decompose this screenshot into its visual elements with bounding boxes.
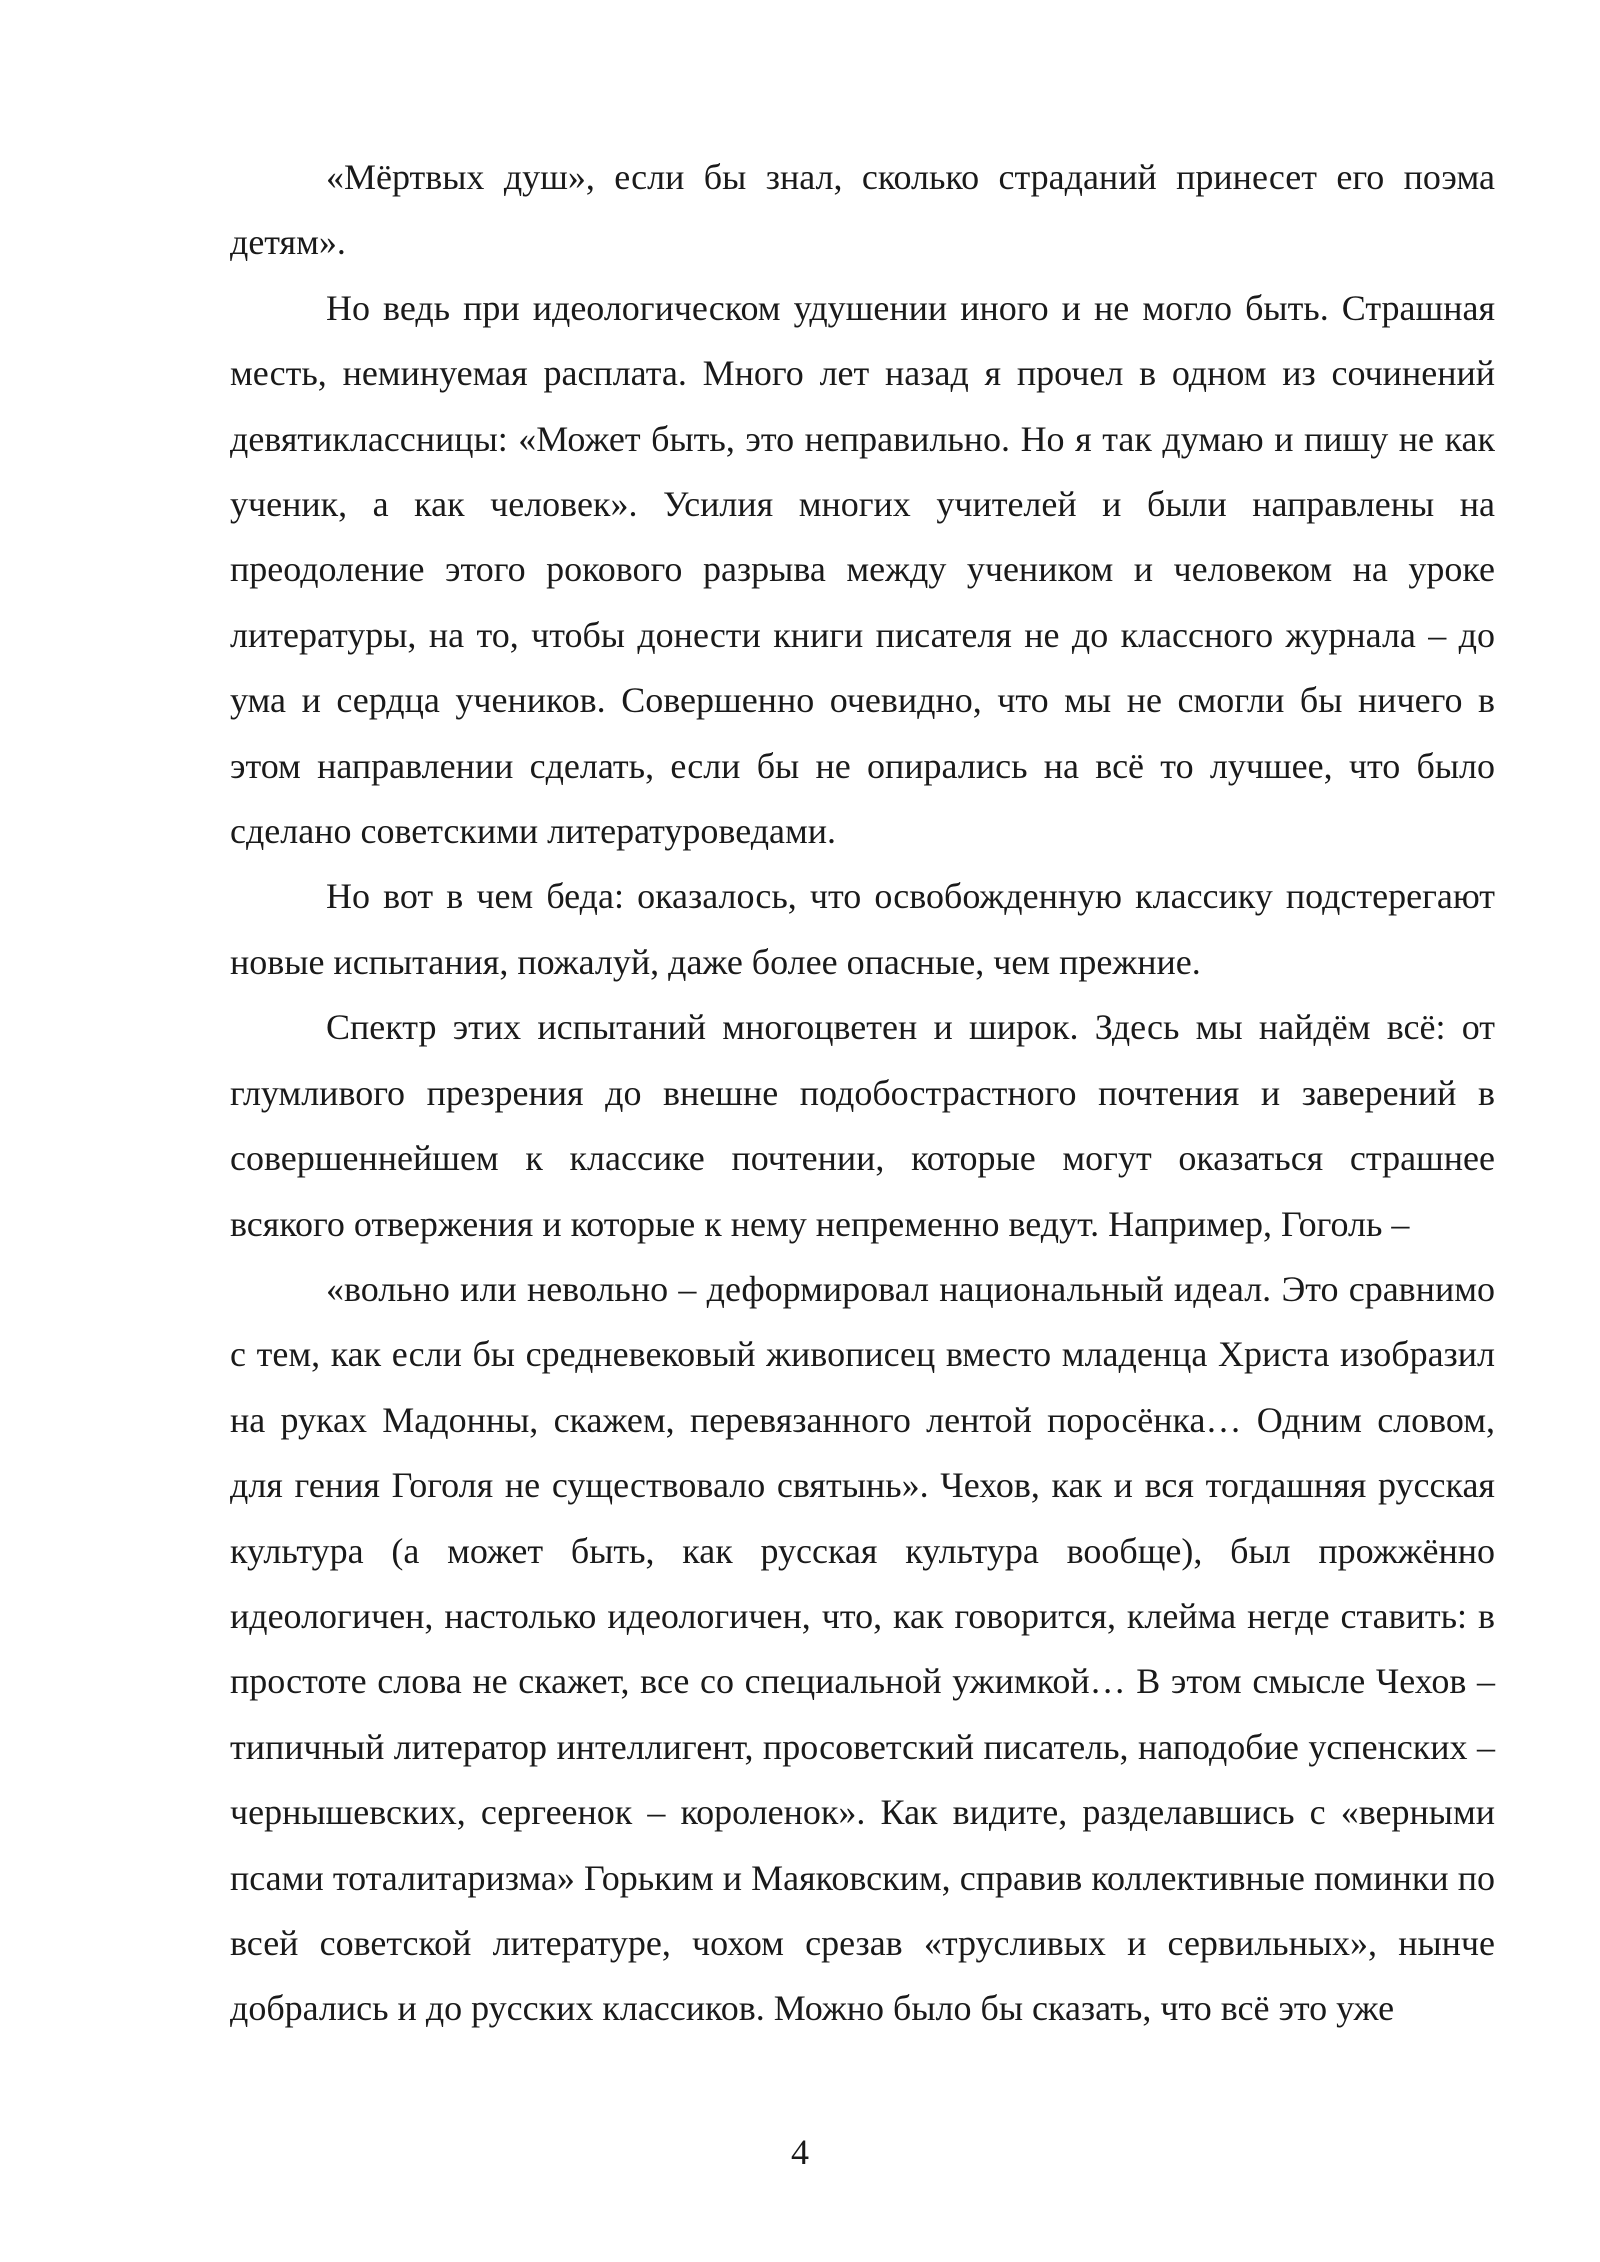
paragraph-1: «Мёртвых душ», если бы знал, сколько страданий принесет его поэма детям». — [230, 157, 1495, 263]
paragraph-3: Но вот в чем беда: оказалось, что освобожденную классику подстерегают новые испытания, пожалуй, даже более опасные, чем прежние. — [230, 876, 1495, 982]
paragraph-4: Спектр этих испытаний многоцветен и широк. Здесь мы найдём всё: от глумливого презрения до внешне подобострастного почтения и заверений в совершеннейшем к классике почтении, которые могут оказаться страшнее всякого отвержения и которые к нему непременно ведут. Например, Гоголь – — [230, 1007, 1495, 1244]
paragraph-2: Но ведь при идеологическом удушении иного и не могло быть. Страшная месть, неминуемая расплата. Много лет назад я прочел в одном из сочинений девятиклассницы: «Может быть, это неправильно. Но я так думаю и пишу не как ученик, а как человек». Усилия многих учителей и были направлены на преодоление этого рокового разрыва между учеником и человеком на уроке литературы, на то, чтобы донести книги писателя не до классного журнала – до ума и сердца учеников. Совершенно очевидно, что мы не смогли бы ничего в этом направлении сделать, если бы не опирались на всё то лучшее, что было сделано советскими литературоведами. — [230, 287, 1495, 852]
paragraph-5: «вольно или невольно – деформировал национальный идеал. Это сравнимо с тем, как если бы средневековый живописец вместо младенца Христа изобразил на руках Мадонны, скажем, перевязанного лентой поросёнка… Одним словом, для гения Гоголя не существовало святынь». Чехов, как и вся тогдашняя русская культура (а может быть, как русская культура вообще), был прожжённо идеологичен, настолько идеологичен, что, как говорится, клейма негде ставить: в простоте слова не скажет, все со специальной ужимкой… В этом смысле Чехов – типичный литератор интеллигент, просоветский писатель, наподобие успенских – чернышевских, сергеенок – короленок». Как видите, разделавшись с «верными псами тоталитаризма» Горьким и Маяковским, справив коллективные поминки по всей советской литературе, чохом срезав «трусливых и сервильных», нынче добрались и до русских классиков. Можно было бы сказать, что всё это уже — [230, 1268, 1495, 2029]
body-text — [230, 145, 1495, 2042]
page-number: 4 — [791, 2132, 809, 2172]
